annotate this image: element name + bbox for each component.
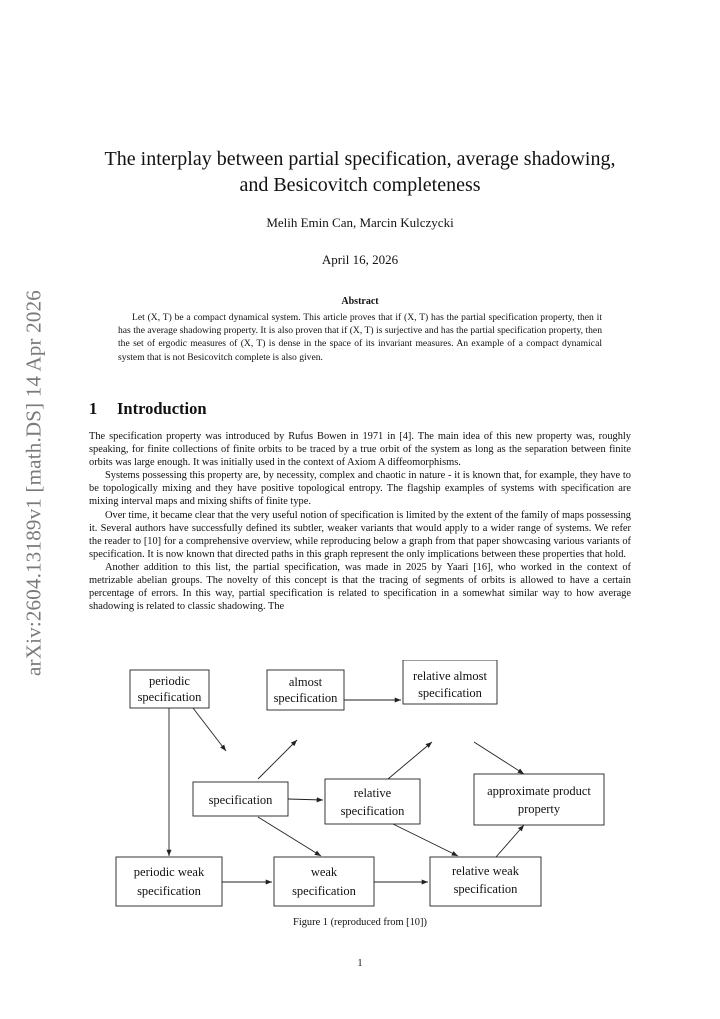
node-label: specification	[340, 804, 405, 818]
paragraph: Systems possessing this property are, by necessity, complex and chaotic in nature - it is known that, for example, they have to be topologically mixing and they have positive topological entropy. The flagship examples of systems with specification are mixing interval maps and mixing shifts of finite type.	[89, 470, 631, 508]
node-label: relative almost	[413, 669, 487, 683]
node-label: almost	[288, 675, 323, 689]
authors: Melih Emin Can, Marcin Kulczycki	[266, 215, 454, 230]
node-label: periodic	[149, 674, 190, 688]
node-relative-weak-specification	[430, 857, 541, 906]
node-periodic-weak-specification	[116, 857, 222, 906]
edge-rel-almost-to-approx-product	[474, 742, 524, 774]
node-relative-specification	[325, 779, 420, 824]
node-label: specification	[273, 691, 338, 705]
paragraph: The specification property was introduced by Rufus Bowen in 1971 in [4]. The main idea of this new property was, roughly speaking, for finite collections of finite orbits to be traced by a true orbit of the system as long as the separation between finite orbits was large enough. It was initially used in the context of Axiom A diffeomorphisms.	[89, 431, 631, 469]
node-periodic-specification	[130, 670, 209, 708]
specification-diagram	[0, 660, 720, 910]
page-number: 1	[357, 958, 363, 969]
abstract-heading: Abstract	[341, 296, 379, 307]
section-number: 1	[89, 399, 98, 418]
edge-spec-to-rel-spec	[288, 799, 323, 800]
title-line-2: and Besicovitch completeness	[239, 174, 481, 196]
edge-rel-spec-to-rel-almost	[388, 742, 432, 779]
node-label: approximate product	[487, 784, 591, 798]
title-line-1: The interplay between partial specification, average shadowing,	[104, 148, 616, 170]
figure-caption: Figure 1 (reproduced from [10])	[293, 917, 427, 928]
body-text	[89, 430, 631, 613]
node-almost-specification	[267, 670, 344, 710]
arxiv-sidebar-stamp	[18, 285, 50, 680]
paper-date: April 16, 2026	[321, 252, 399, 267]
node-label: weak	[310, 865, 338, 879]
section-heading	[89, 399, 207, 419]
node-label: property	[517, 802, 561, 816]
edge-spec-to-weak-spec	[258, 817, 321, 856]
node-label: specification	[292, 884, 356, 898]
node-approximate-product-property	[474, 774, 604, 825]
arxiv-id: arXiv:2604.13189v1 [math.DS] 14 Apr 2026	[21, 289, 46, 676]
node-label: specification	[453, 882, 518, 896]
node-label: specification	[137, 690, 202, 704]
node-label: specification	[137, 884, 201, 898]
node-label: relative weak	[452, 864, 519, 878]
edge-spec-to-almost-spec	[258, 740, 297, 779]
paragraph: Over time, it became clear that the very useful notion of specification is limited by the extent of the family of maps possessing it. Several authors have successfully defined its subtler, weaker variants that would apply to a wider range of systems. We refer the reader to [10] for a comprehensive overview, while reproducing below a graph from that paper showcasing various variants of specification. It is now known that directed paths in this graph represent the only implications between these properties that hold.	[89, 509, 631, 560]
node-label: periodic weak	[133, 865, 205, 879]
node-relative-almost-specification	[403, 660, 497, 704]
abstract-text: Let (X, T) be a compact dynamical system. This article proves that if (X, T) has the partial specification property, then it has the average shadowing property. It is also proven that if (X, T) is surjective and has the partial specification property, then the set of ergodic measures of (X, T) is dense in the space of its invariant measures. An example of a compact dynamical system that is not Besicovitch complete is also given.	[118, 312, 602, 363]
node-weak-specification	[274, 857, 374, 906]
node-label: specification	[208, 793, 273, 807]
node-label: specification	[418, 686, 482, 700]
node-label: relative	[353, 786, 392, 800]
paper-title	[80, 146, 640, 198]
section-title: Introduction	[117, 399, 207, 418]
paragraph: Another addition to this list, the partial specification, was made in 2025 by Yaari [16], who worked in the context of metrizable abelian groups. The novelty of this concept is that the tracing of segments of orbits is allowed to have a certain percentage of errors. In this way, partial specification is related to specification in a somewhat similar way to how average shadowing is related to classic shadowing. The	[89, 561, 631, 613]
edge-rel-spec-to-rel-weak	[393, 824, 458, 856]
node-specification	[193, 782, 288, 816]
edge-periodic-spec-to-spec	[193, 708, 226, 751]
edge-rel-weak-to-approx-product	[496, 825, 524, 857]
